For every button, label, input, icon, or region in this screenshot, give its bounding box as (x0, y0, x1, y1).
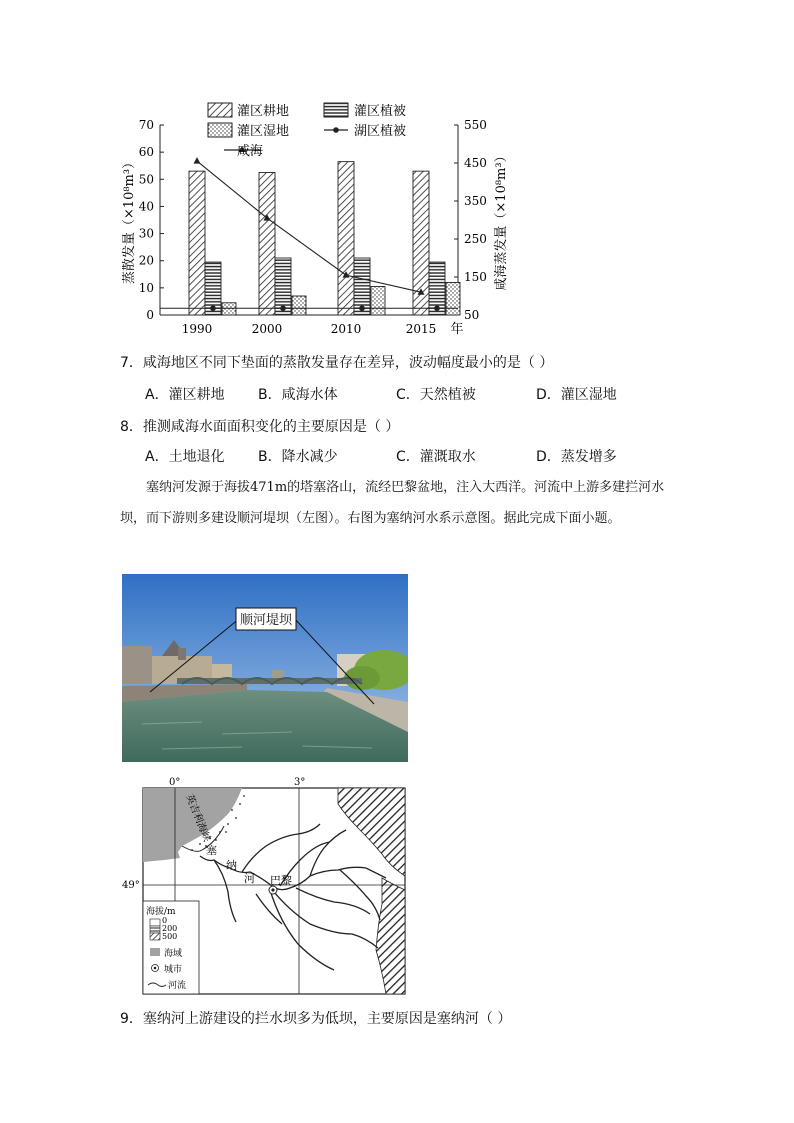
right-tick-label-50: 50 (464, 308, 480, 322)
bar-灌区耕地-2000 (259, 173, 275, 316)
map-legend-level-0: 0 (162, 916, 168, 925)
right-tick-label-250: 250 (464, 232, 487, 246)
aral-sea-point-1990 (194, 157, 201, 164)
question-9-stem: 9．塞纳河上游建设的拦水坝多为低坝，主要原因是塞纳河（ ） (120, 1011, 512, 1027)
lake-vegetation-point-2000 (280, 305, 286, 311)
question-7-option-d[interactable]: D．灌区湿地 (536, 387, 617, 403)
x-tick-label-2015: 2015 (405, 322, 437, 336)
right-tick-label-350: 350 (464, 194, 487, 208)
question-7-stem: 7．咸海地区不同下垫面的蒸散发量存在差异，波动幅度最小的是（ ） (120, 355, 554, 371)
river-char-3: 河 (244, 872, 255, 885)
seine-river-system-map (120, 774, 410, 1000)
map-legend-title: 海拔/m (146, 907, 176, 917)
aral-sea-line (197, 161, 421, 292)
question-7-option-a[interactable]: A．灌区耕地 (145, 387, 225, 403)
question-8-option-d[interactable]: D．蒸发增多 (536, 449, 617, 465)
river-char-2: 纳 (226, 859, 237, 872)
map-legend-sea: 海域 (164, 949, 183, 959)
seine-embankment-photo (122, 574, 408, 762)
left-tick-label-30: 30 (138, 226, 154, 241)
left-tick-label-70: 70 (138, 118, 154, 132)
map-lon-label-0: 0° (169, 777, 181, 788)
left-tick-label-0: 0 (146, 308, 154, 322)
question-7-option-c[interactable]: C．天然植被 (396, 387, 476, 403)
legend-swatch-irrigated-vegetation (324, 103, 348, 117)
bar-灌区湿地-2000 (292, 296, 306, 315)
legend-label-aral-sea: 咸海 (237, 144, 264, 159)
map-legend-level-500: 500 (162, 932, 178, 941)
bar-灌区湿地-2015 (446, 282, 460, 315)
question-7-option-b[interactable]: B．咸海水体 (258, 387, 338, 403)
legend-label-irrigated-wetland: 灌区湿地 (237, 124, 290, 139)
left-tick-label-10: 10 (138, 280, 154, 295)
chart-legend (208, 103, 406, 159)
embankment-callout-label: 顺河堤坝 (239, 613, 293, 628)
x-tick-label-1990: 1990 (181, 322, 213, 336)
bar-灌区湿地-2010 (371, 287, 385, 316)
question-8-option-a[interactable]: A．土地退化 (145, 449, 225, 465)
x-tick-label-2000: 2000 (251, 322, 283, 336)
sea-label: 英吉利海峡 (183, 793, 213, 844)
evapotranspiration-chart (0, 0, 794, 345)
map-lat-label: 49° (122, 880, 140, 891)
legend-swatch-irrigated-wetland (208, 123, 232, 137)
map-lon-label-3: 3° (294, 777, 306, 788)
legend-label-irrigated-farmland: 灌区耕地 (237, 104, 290, 119)
legend-label-irrigated-vegetation: 灌区植被 (354, 104, 407, 119)
right-tick-label-550: 550 (464, 118, 487, 132)
left-axis-title: 蒸散发量（×10⁸m³） (122, 155, 137, 285)
map-legend (143, 901, 199, 994)
map-legend-river: 河流 (168, 981, 187, 991)
left-tick-label-50: 50 (138, 172, 154, 187)
river-char-1: 塞 (206, 844, 217, 857)
left-tick-label-20: 20 (138, 253, 154, 268)
map-legend-level-200: 200 (162, 924, 178, 933)
x-tick-label-2010: 2010 (330, 322, 362, 336)
right-tick-label-450: 450 (464, 156, 487, 170)
legend-label-lake-vegetation: 湖区植被 (354, 124, 407, 139)
map-legend-city: 城市 (164, 965, 183, 975)
bar-灌区湿地-1990 (222, 303, 236, 315)
paris-label: 巴黎 (270, 874, 292, 887)
question-8-option-b[interactable]: B．降水减少 (258, 449, 338, 465)
lake-vegetation-point-1990 (210, 305, 216, 311)
right-tick-label-150: 150 (464, 270, 487, 284)
legend-marker-lake-vegetation (333, 127, 339, 133)
lake-vegetation-point-2015 (434, 305, 440, 311)
question-8-stem: 8．推测咸海水面面积变化的主要原因是（ ） (120, 419, 400, 435)
right-axis-title: 咸海蒸发量（×10⁸m³） (494, 149, 509, 291)
left-tick-label-40: 40 (138, 199, 154, 214)
left-tick-label-60: 60 (138, 145, 154, 160)
question-8-option-c[interactable]: C．灌溉取水 (396, 449, 476, 465)
seine-passage: 塞纳河发源于海拔471m的塔塞洛山，流经巴黎盆地，注入大西洋。河流中上游多建拦河水坝，而下游则多建设顺河堤坝（左图）。右图为塞纳河水系示意图。据此完成下面小题。 (120, 480, 665, 526)
x-axis-unit: 年 (450, 322, 464, 337)
bar-灌区耕地-1990 (189, 171, 205, 315)
bar-灌区耕地-2010 (338, 162, 354, 315)
legend-swatch-irrigated-farmland (208, 103, 232, 117)
lake-vegetation-point-2010 (359, 305, 365, 311)
